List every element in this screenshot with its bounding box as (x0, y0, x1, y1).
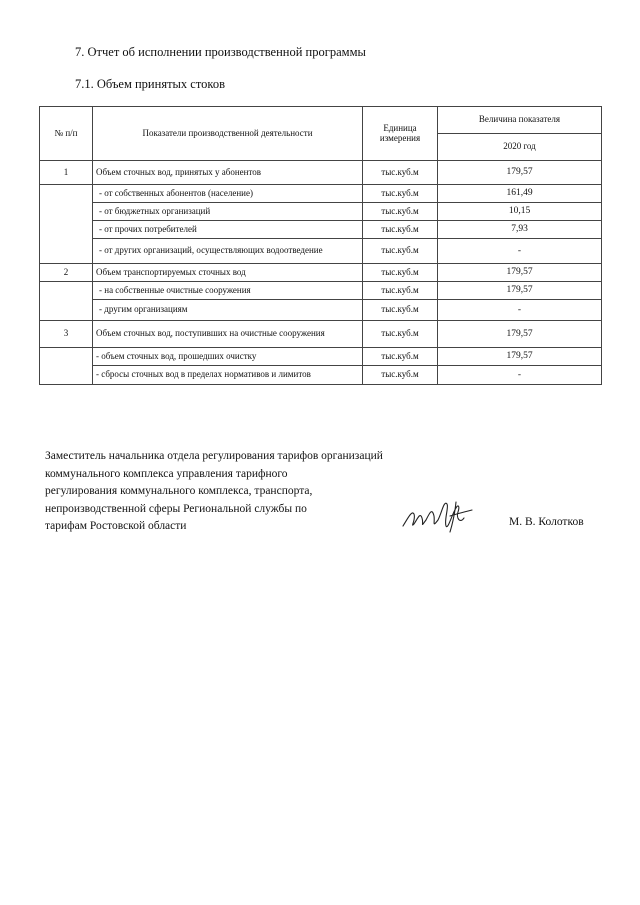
row-value: 179,57 (438, 161, 602, 185)
row-unit: тыс.куб.м (363, 203, 438, 221)
row-value: 179,57 (438, 321, 602, 348)
row-value: 161,49 (438, 185, 602, 203)
row-num (40, 366, 93, 385)
row-unit: тыс.куб.м (363, 321, 438, 348)
report-table (39, 106, 602, 385)
table-row (40, 185, 602, 203)
header-unit: Единица измерения (363, 107, 438, 161)
row-indicator: - от бюджетных организаций (93, 203, 363, 221)
row-unit: тыс.куб.м (363, 282, 438, 300)
row-indicator: - от прочих потребителей (93, 221, 363, 239)
row-unit: тыс.куб.м (363, 264, 438, 282)
row-indicator: - объем сточных вод, прошедших очистку (93, 348, 363, 366)
row-num (40, 185, 93, 203)
row-indicator: Объем сточных вод, принятых у абонентов (93, 161, 363, 185)
signatory-title (45, 448, 383, 536)
row-num (40, 203, 93, 221)
signatory-title-line: непроизводственной сферы Региональной службы по (45, 502, 307, 515)
table-row (40, 366, 602, 385)
row-unit: тыс.куб.м (363, 366, 438, 385)
row-indicator: - сбросы сточных вод в пределах нормативов и лимитов (93, 366, 363, 385)
signatory-title-line: Заместитель начальника отдела регулирования тарифов организаций (45, 450, 383, 462)
row-num (40, 348, 93, 366)
row-indicator: Объем сточных вод, поступивших на очистные сооружения (93, 321, 363, 348)
handwritten-signature (400, 494, 475, 536)
row-unit: тыс.куб.м (363, 221, 438, 239)
row-num (40, 282, 93, 300)
row-unit: тыс.куб.м (363, 300, 438, 321)
row-unit: тыс.куб.м (363, 161, 438, 185)
table-row (40, 203, 602, 221)
row-unit: тыс.куб.м (363, 239, 438, 264)
row-num (40, 221, 93, 239)
header-value-group: Величина показателя (438, 107, 602, 134)
signatory-name: М. В. Колотков (509, 516, 584, 528)
row-num: 3 (40, 321, 93, 348)
section-heading: 7. Отчет об исполнении производственной программы (75, 45, 366, 59)
row-value: 7,93 (438, 221, 602, 239)
row-indicator: - на собственные очистные сооружения (93, 282, 363, 300)
row-unit: тыс.куб.м (363, 348, 438, 366)
table-row (40, 221, 602, 239)
table-row (40, 282, 602, 300)
row-num: 1 (40, 161, 93, 185)
row-value: 179,57 (438, 348, 602, 366)
header-year: 2020 год (438, 134, 602, 161)
table-row (40, 239, 602, 264)
header-num: № п/п (40, 107, 93, 161)
row-indicator: - от других организаций, осуществляющих водоотведение (93, 239, 363, 264)
row-unit: тыс.куб.м (363, 185, 438, 203)
signatory-title-line: коммунального комплекса управления тарифного (45, 467, 288, 480)
row-value: 10,15 (438, 203, 602, 221)
signatory-title-line: тарифам Ростовской области (45, 520, 187, 532)
table-row (40, 264, 602, 282)
header-indicator: Показатели производственной деятельности (93, 107, 363, 161)
table-row (40, 300, 602, 321)
row-value: - (438, 239, 602, 264)
table-row (40, 321, 602, 348)
row-value: 179,57 (438, 282, 602, 300)
subsection-heading: 7.1. Объем принятых стоков (75, 77, 225, 91)
table-row (40, 161, 602, 185)
row-value: - (438, 300, 602, 321)
row-num (40, 239, 93, 264)
row-num: 2 (40, 264, 93, 282)
row-value: - (438, 366, 602, 385)
row-indicator: Объем транспортируемых сточных вод (93, 264, 363, 282)
signatory-title-line: регулирования коммунального комплекса, транспорта, (45, 485, 313, 497)
row-num (40, 300, 93, 321)
table-row (40, 348, 602, 366)
row-value: 179,57 (438, 264, 602, 282)
row-indicator: - другим организациям (93, 300, 363, 321)
row-indicator: - от собственных абонентов (население) (93, 185, 363, 203)
